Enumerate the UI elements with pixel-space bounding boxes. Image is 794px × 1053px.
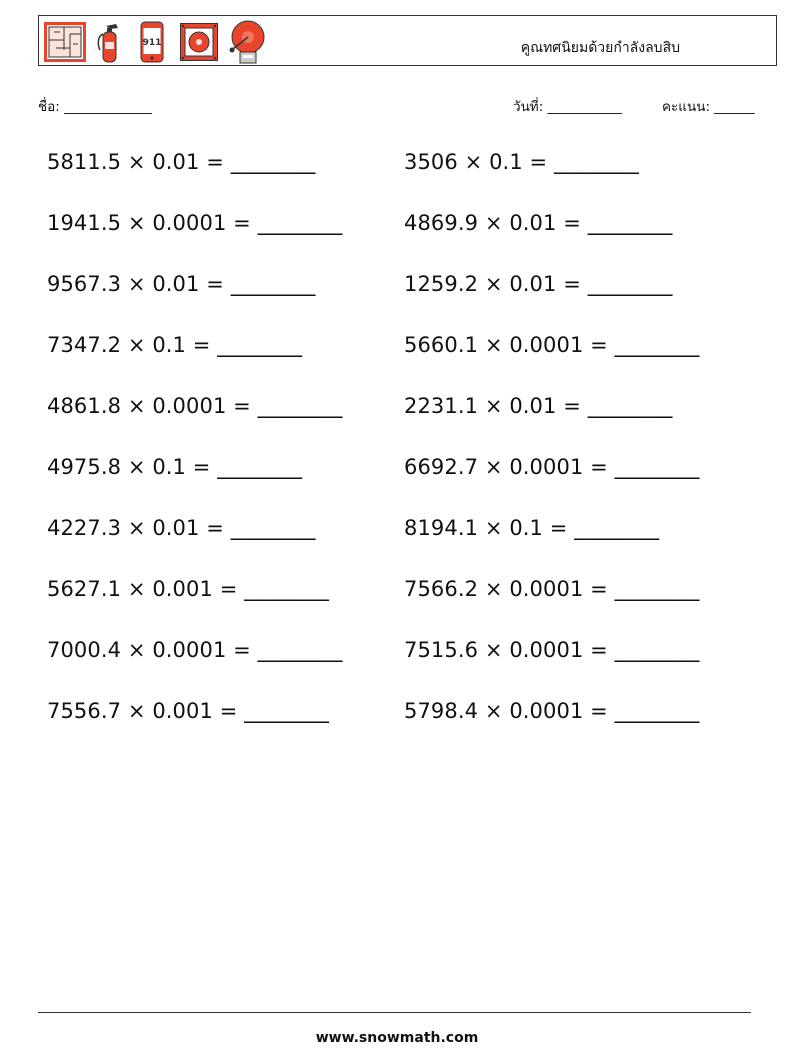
problem-right-10[interactable]: 5798.4 × 0.0001 = ________ — [404, 699, 700, 723]
problem-left-6[interactable]: 4975.8 × 0.1 = ________ — [47, 455, 303, 479]
problem-right-7[interactable]: 8194.1 × 0.1 = ________ — [404, 516, 660, 540]
problem-right-9[interactable]: 7515.6 × 0.0001 = ________ — [404, 638, 700, 662]
score-field[interactable]: คะแนน: ______ — [662, 99, 755, 115]
problem-left-8[interactable]: 5627.1 × 0.001 = ________ — [47, 577, 329, 601]
alarm-bell-icon — [227, 19, 267, 65]
alarm-button-icon — [178, 19, 220, 65]
problem-right-2[interactable]: 4869.9 × 0.01 = ________ — [404, 211, 673, 235]
problem-left-4[interactable]: 7347.2 × 0.1 = ________ — [47, 333, 303, 357]
problem-right-6[interactable]: 6692.7 × 0.0001 = ________ — [404, 455, 700, 479]
footer-website[interactable]: www.snowmath.com — [315, 1030, 479, 1046]
problem-right-4[interactable]: 5660.1 × 0.0001 = ________ — [404, 333, 700, 357]
problem-left-1[interactable]: 5811.5 × 0.01 = ________ — [47, 150, 316, 174]
phone-911-icon — [137, 19, 167, 65]
fire-extinguisher-icon — [93, 19, 125, 65]
problem-left-5[interactable]: 4861.8 × 0.0001 = ________ — [47, 394, 343, 418]
problem-left-10[interactable]: 7556.7 × 0.001 = ________ — [47, 699, 329, 723]
phone-911-text: 911 — [142, 38, 162, 48]
worksheet-title: คูณทศนิยมด้วยกำลังลบสิบ — [520, 40, 680, 56]
problem-right-8[interactable]: 7566.2 × 0.0001 = ________ — [404, 577, 700, 601]
worksheet-header — [38, 15, 777, 66]
problem-left-3[interactable]: 9567.3 × 0.01 = ________ — [47, 272, 316, 296]
problem-left-7[interactable]: 4227.3 × 0.01 = ________ — [47, 516, 316, 540]
problem-right-1[interactable]: 3506 × 0.1 = ________ — [404, 150, 639, 174]
footer-divider — [38, 1012, 751, 1013]
floor-plan-icon — [43, 19, 87, 65]
date-field[interactable]: วันที่: ___________ — [513, 99, 622, 115]
name-field[interactable]: ชื่อ: _____________ — [38, 99, 152, 115]
problem-right-5[interactable]: 2231.1 × 0.01 = ________ — [404, 394, 673, 418]
problem-left-2[interactable]: 1941.5 × 0.0001 = ________ — [47, 211, 343, 235]
problem-left-9[interactable]: 7000.4 × 0.0001 = ________ — [47, 638, 343, 662]
problem-right-3[interactable]: 1259.2 × 0.01 = ________ — [404, 272, 673, 296]
